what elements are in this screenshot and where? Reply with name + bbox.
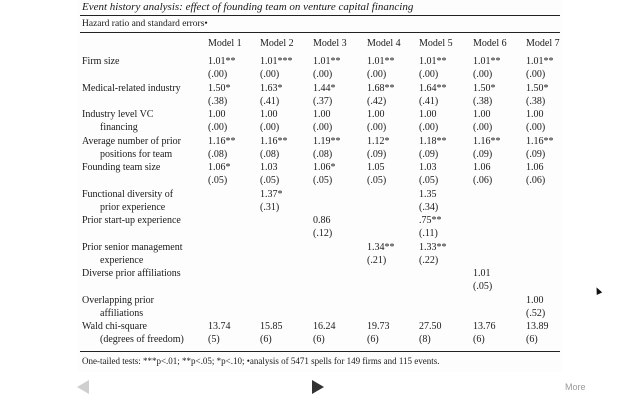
document-page: [78, 0, 562, 372]
table-cell: (.05): [473, 281, 493, 292]
row-label: financing: [100, 122, 138, 133]
table-cell: 1.01**: [419, 56, 447, 67]
table-cell: 13.89: [526, 321, 549, 332]
play-icon[interactable]: [312, 380, 324, 394]
table-cell: 13.74: [208, 321, 231, 332]
row-label: prior experience: [100, 201, 166, 213]
table-cell: 27.50: [419, 321, 442, 332]
table-cell: 1.33**: [419, 241, 447, 253]
table-cell: (.12): [313, 228, 333, 239]
table-cell: 1.03: [260, 162, 278, 173]
column-header: Model 2: [260, 38, 294, 49]
table-cell: 1.00: [208, 109, 226, 120]
table-cell: (.38): [208, 95, 228, 107]
table-cell: 1.16**: [260, 135, 288, 147]
table-cell: 0.86: [313, 215, 331, 226]
table-cell: (8): [419, 334, 431, 345]
table-cell: 1.01: [473, 268, 491, 279]
table-cell: (6): [526, 334, 538, 345]
table-cell: 1.00: [419, 109, 437, 120]
table-cell: (.08): [208, 148, 228, 160]
table-cell: 1.19**: [313, 135, 341, 147]
table-cell: 1.34**: [367, 241, 395, 253]
table-cell: (.06): [473, 175, 493, 186]
table-cell: 1.64**: [419, 82, 447, 94]
table-cell: (.00): [526, 122, 546, 133]
table-cell: 1.06*: [208, 162, 231, 173]
table-cell: 1.44*: [313, 82, 336, 94]
table-cell: (.09): [419, 148, 439, 160]
table-cell: (.00): [208, 122, 228, 133]
table-cell: (.05): [367, 175, 387, 186]
results-table: [78, 33, 562, 363]
table-cell: 1.01***: [260, 56, 293, 67]
bottom-rule: [80, 351, 560, 352]
table-cell: (.08): [313, 148, 333, 160]
table-cell: (.00): [208, 69, 228, 80]
table-cell: (.38): [473, 95, 493, 107]
table-cell: 1.00: [473, 109, 491, 120]
table-cell: (.00): [526, 69, 546, 80]
row-label: Industry level VC: [82, 109, 154, 120]
table-title: Event history analysis: effect of founding team on venture capital financing: [82, 1, 414, 13]
top-rule: [80, 15, 560, 16]
mouse-cursor-icon: [594, 286, 602, 295]
row-label: Founding team size: [82, 162, 161, 173]
table-cell: 1.37*: [260, 188, 283, 200]
table-cell: (.09): [526, 148, 546, 160]
row-label: Average number of prior: [82, 135, 181, 147]
footnote: One-tailed tests: ***p<.01; **p<.05; *p<.10; •analysis of 5471 spells for 149 firms and 115 events.: [82, 356, 440, 366]
table-cell: (.31): [260, 201, 280, 213]
table-cell: (.41): [419, 95, 439, 107]
table-cell: (.00): [419, 122, 439, 133]
table-cell: 1.00: [313, 109, 331, 120]
row-label: Overlapping prior: [82, 294, 154, 306]
table-cell: (.00): [260, 122, 280, 133]
table-cell: (.05): [419, 175, 439, 186]
slide-controls: [0, 376, 640, 400]
table-cell: (.00): [367, 69, 387, 80]
table-cell: 1.01**: [208, 56, 236, 67]
table-cell: 15.85: [260, 321, 283, 332]
table-cell: 1.16**: [208, 135, 236, 147]
table-cell: (.05): [208, 175, 228, 186]
column-header: Model 3: [313, 38, 347, 49]
table-cell: (.00): [313, 69, 333, 80]
table-cell: 1.68**: [367, 82, 395, 94]
table-cell: 13.76: [473, 321, 496, 332]
table-cell: 19.73: [367, 321, 390, 332]
column-header: Model 6: [473, 38, 507, 49]
table-cell: 1.01**: [473, 56, 501, 67]
row-label: Functional diversity of: [82, 188, 174, 200]
table-cell: 1.00: [526, 109, 544, 120]
row-label: Diverse prior affiliations: [82, 268, 181, 279]
row-label: Wald chi-square: [82, 321, 147, 332]
row-label: affiliations: [100, 307, 144, 319]
table-cell: 1.01**: [526, 56, 554, 67]
table-cell: (.09): [473, 148, 493, 160]
table-cell: (6): [313, 334, 325, 345]
prev-arrow-icon[interactable]: [77, 380, 89, 394]
table-cell: (.00): [313, 122, 333, 133]
table-cell: (.38): [526, 95, 546, 107]
table-cell: (.05): [313, 175, 333, 186]
table-cell: (.21): [367, 254, 387, 266]
table-cell: (.00): [473, 69, 493, 80]
row-label: experience: [100, 254, 144, 266]
table-cell: 1.50*: [526, 82, 549, 94]
table-cell: .75**: [419, 215, 442, 226]
table-cell: 1.16**: [526, 135, 554, 147]
more-button[interactable]: More: [565, 382, 586, 392]
table-cell: (.22): [419, 254, 439, 266]
table-cell: (.05): [260, 175, 280, 186]
table-cell: 1.03: [419, 162, 437, 173]
row-label: Prior start-up experience: [82, 215, 181, 226]
table-cell: (6): [367, 334, 379, 345]
table-cell: (.00): [419, 69, 439, 80]
table-cell: 1.05: [367, 162, 385, 173]
row-label: Firm size: [82, 56, 120, 67]
table-cell: 1.00: [367, 109, 385, 120]
table-cell: 16.24: [313, 321, 336, 332]
table-cell: 1.35: [419, 188, 437, 200]
table-cell: (.42): [367, 95, 387, 107]
table-cell: (6): [260, 334, 272, 345]
table-cell: 1.00: [526, 294, 544, 306]
table-cell: (.52): [526, 307, 546, 319]
table-cell: 1.18**: [419, 135, 447, 147]
table-cell: (5): [208, 334, 220, 345]
row-label: Medical-related industry: [82, 82, 181, 94]
table-cell: 1.50*: [208, 82, 231, 94]
column-header: Model 5: [419, 38, 453, 49]
table-cell: 1.06: [473, 162, 491, 173]
table-cell: 1.12*: [367, 135, 390, 147]
table-cell: (.00): [473, 122, 493, 133]
column-header: Model 1: [208, 38, 242, 49]
row-label: (degrees of freedom): [100, 334, 184, 345]
table-subtitle: Hazard ratio and standard errors•: [82, 19, 208, 29]
row-label: positions for team: [100, 148, 173, 160]
table-cell: 1.16**: [473, 135, 501, 147]
table-cell: (6): [473, 334, 485, 345]
table-cell: 1.01**: [367, 56, 395, 67]
column-header: Model 4: [367, 38, 401, 49]
table-cell: (.00): [367, 122, 387, 133]
table-cell: 1.00: [260, 109, 278, 120]
table-cell: 1.63*: [260, 82, 283, 94]
table-cell: (.06): [526, 175, 546, 186]
row-label: Prior senior management: [82, 241, 183, 253]
table-cell: 1.06*: [313, 162, 336, 173]
table-cell: 1.01**: [313, 56, 341, 67]
column-header: Model 7: [526, 38, 560, 49]
table-cell: (.09): [367, 148, 387, 160]
table-cell: 1.50*: [473, 82, 496, 94]
table-cell: (.08): [260, 148, 280, 160]
table-cell: (.34): [419, 201, 439, 213]
table-cell: (.41): [260, 95, 280, 107]
table-cell: (.00): [260, 69, 280, 80]
table-cell: (.11): [419, 228, 438, 239]
table-cell: 1.06: [526, 162, 544, 173]
table-cell: (.37): [313, 95, 333, 107]
